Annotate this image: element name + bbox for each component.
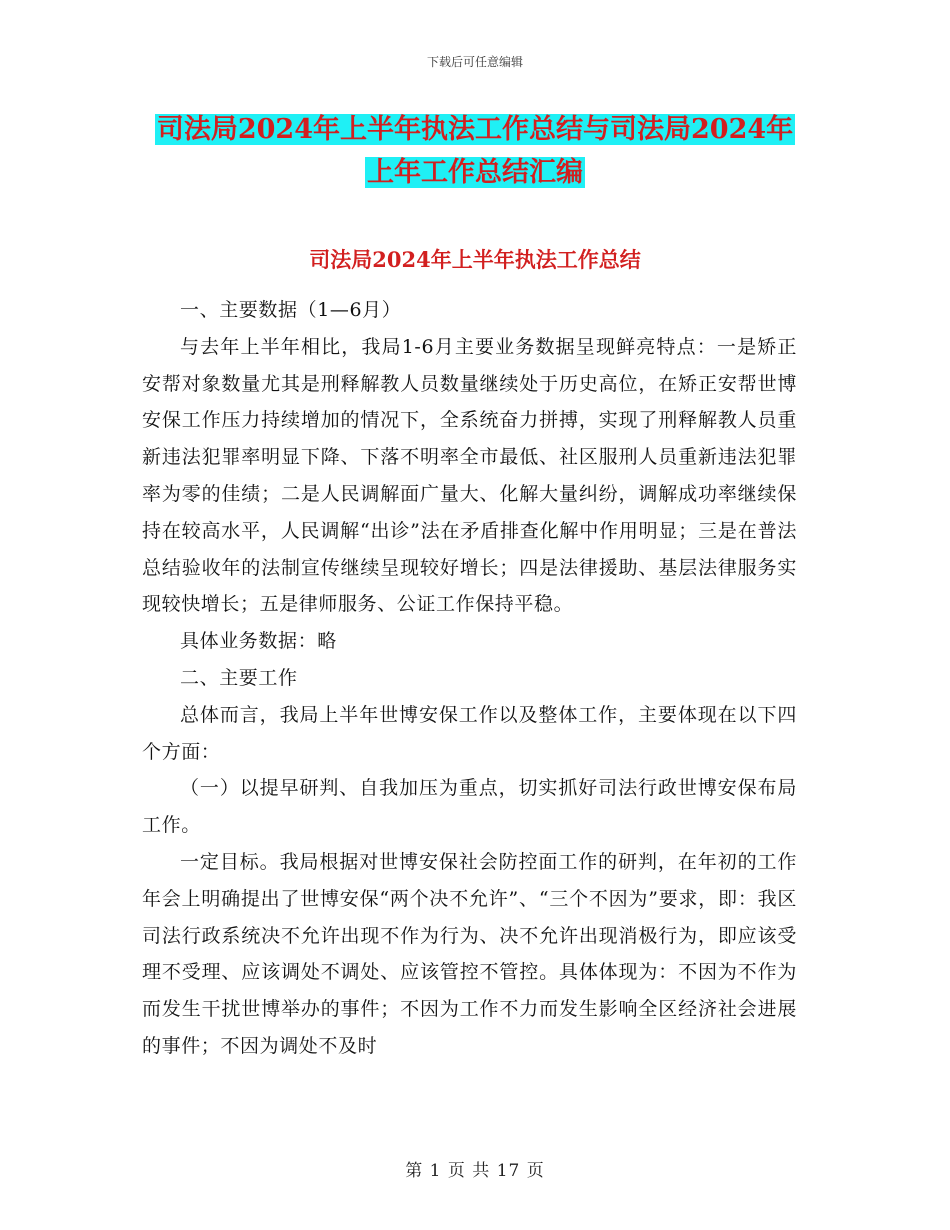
paragraph-specific-data: 具体业务数据：略	[180, 630, 337, 653]
header-note: 下载后可任意编辑	[426, 55, 523, 69]
paragraph-heading-main-work: 二、主要工作	[180, 666, 298, 689]
paragraph-subheading-1: （一）以提早研判、自我加压为重点，切实抓好司法行政世博安保布局工作。	[142, 777, 797, 837]
paragraph-heading-main-data: 一、主要数据（1—6月）	[180, 299, 402, 321]
document-title-line-1	[0, 108, 950, 152]
page-footer: 第 1 页 共 17 页	[405, 1161, 545, 1181]
document-title-line-2	[0, 151, 950, 195]
paragraph-overview: 总体而言，我局上半年世博安保工作以及整体工作，主要体现在以下四个方面：	[142, 703, 797, 763]
title-line-1-text: 司法局2024年上半年执法工作总结与司法局2024年	[156, 114, 794, 145]
paragraph-goals: 一定目标。我局根据对世博安保社会防控面工作的研判，在年初的工作年会上明确提出了世博安保“两个决不允许”、“三个不因为”要求，即：我区司法行政系统决不允许出现不作为行为、决不允许出现消极行为，即应该受理不受理、应该调处不调处、应该管控不管控。具体体现为：不因为不作为而发生干扰世博举办的事件；不因为工作不力而发生影响全区经济社会进展的事件；不因为调处不及时	[142, 850, 797, 1057]
section-title: 司法局2024年上半年执法工作总结	[309, 247, 641, 272]
document-body	[142, 292, 797, 1065]
paragraph-main-data-summary: 与去年上半年相比，我局1-6月主要业务数据呈现鲜亮特点：一是矫正安帮对象数量尤其是刑释解教人员数量继续处于历史高位，在矫正安帮世博安保工作压力持续增加的情况下，全系统奋力拼搏，实现了刑释解教人员重新违法犯罪率明显下降、下落不明率全市最低、社区服刑人员重新违法犯罪率为零的佳绩；二是人民调解面广量大、化解大量纠纷，调解成功率继续保持在较高水平，人民调解“出诊”法在矛盾排查化解中作用明显；三是在普法总结验收年的法制宣传继续呈现较好增长；四是法律援助、基层法律服务实现较快增长；五是律师服务、公证工作保持平稳。	[142, 335, 797, 616]
title-line-2-text: 上年工作总结汇编	[367, 157, 583, 188]
